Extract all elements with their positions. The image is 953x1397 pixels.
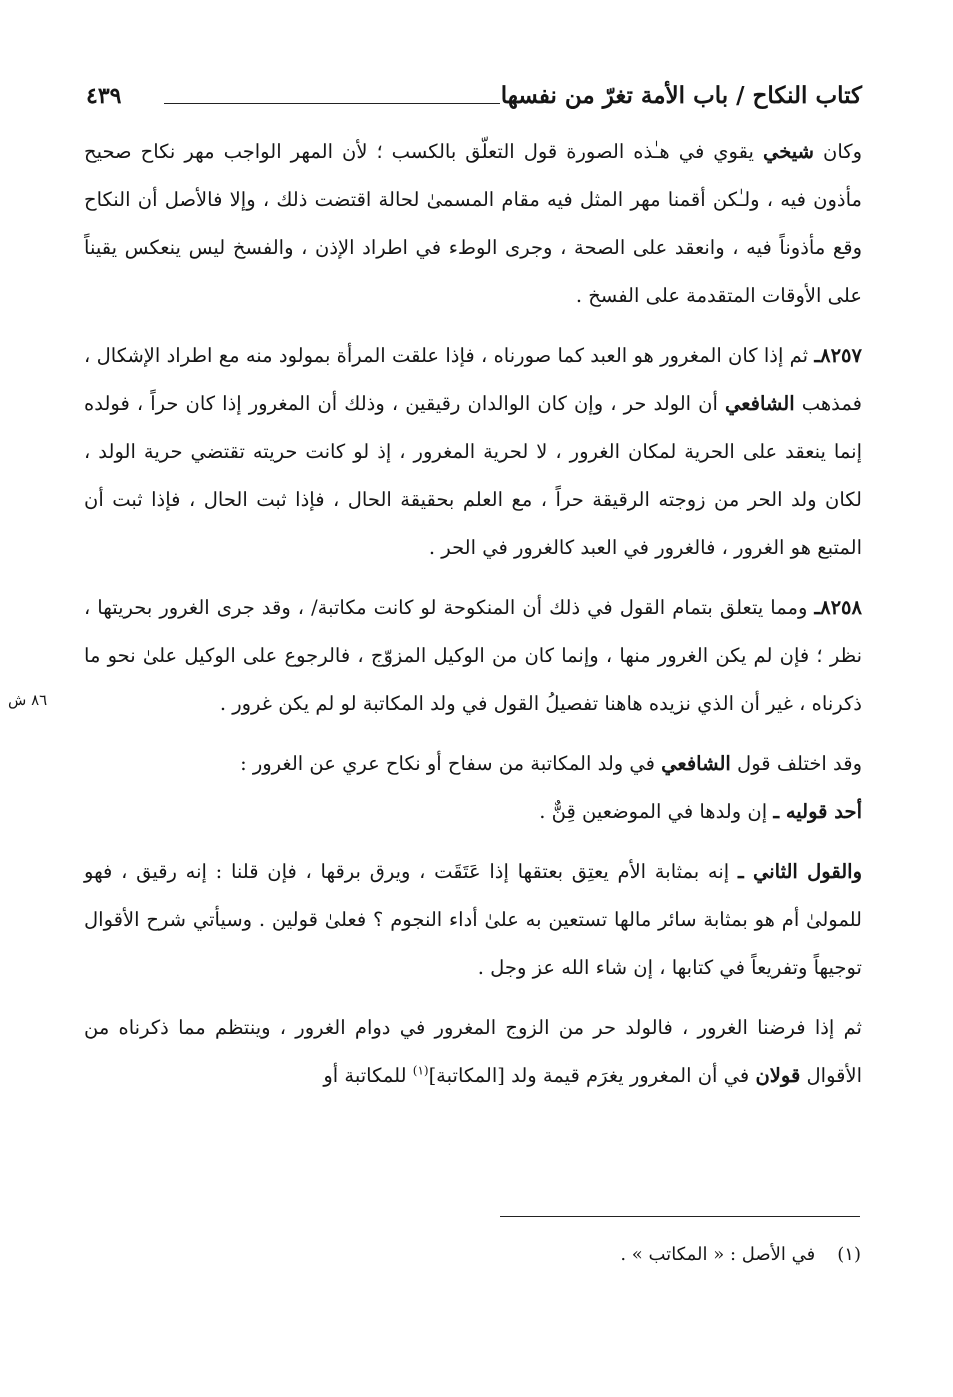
paragraph-8257: ٨٢٥٧ـ ثم إذا كان المغرور هو العبد كما صورناه ، فإذا علقت المرأة بمولود منه مع اطراد الإشكال ، فمذهب الشافعي أن الولد حر ، وإن كان الوالدان رقيقين ، وذلك أن المغرور إذا كان حراً ، فولده إنما ينعقد على الحرية لمكان الغرور ، لا لحرية المغرور ، إذ لو كانت حريته تقتضي حرية الولد ، لكان ولد الحر من زوجته الرقيقة حراً ، مع العلم بحقيقة الحال ، فإذا ثبت الحال ، فإذا ثبت أن المتبع هو الغرور ، فالغرور في العبد كالغرور في الحر .: [84, 344, 862, 559]
footnote: [620, 1240, 861, 1270]
bold-name: الشافعي: [724, 392, 795, 415]
paragraph: والقول الثاني ـ إنه بمثابة الأم يعتِق بعتقها إذا عَتَقَت ، ويرق برقها ، فإن قلنا : إنه رقيق ، فهو للمولىٰ أم هو بمثابة سائر مالها تستعين به علىٰ أداء النجوم ؟ فعلىٰ قولين . وسيأتي شرح الأقوال توجيهاً وتفريعاً في كتابها ، إن شاء الله عز وجل .: [84, 860, 862, 979]
footnote-text: في الأصل : « المكاتب » .: [620, 1244, 816, 1265]
paragraph: وقد اختلف قول الشافعي في ولد المكاتبة من سفاح أو نكاح عري عن الغرور : أحد قوليه ـ إن ولدها في الموضعين قِنٌّ .: [240, 752, 862, 823]
bold-name: الشافعي: [661, 752, 731, 775]
margin-page-note: ٨٦ ش: [8, 691, 48, 709]
bold-phrase: والقول الثاني ـ: [737, 860, 862, 883]
footnote-marker: (١): [412, 1063, 429, 1078]
paragraph: وكان شيخي يقوي في هـٰذه الصورة قول التعلّق بالكسب ؛ لأن المهر الواجب مهر نكاح صحيح مأذون فيه ، ولـٰكن أقمنا مهر المثل فيه مقام المسمىٰ لحالة اقتضت ذلك ، وإلا فالأصل أن النكاح وقع مأذوناً فيه ، وانعقد على الصحة ، وجرى الوطء في اطراد الإذن ، والفسخ ليس ينعكس يقيناً على الأوقات المتقدمة على الفسخ .: [84, 140, 862, 307]
issue-number: ٨٢٥٨ـ: [814, 596, 862, 619]
bold-phrase: أحد قوليه ـ: [773, 800, 862, 823]
header-rule: [164, 103, 500, 104]
issue-number: ٨٢٥٧ـ: [814, 344, 862, 367]
footnote-rule: [500, 1216, 860, 1217]
footnote-number: (١): [837, 1244, 861, 1265]
main-text: [84, 128, 862, 1100]
chapter-title: كتاب النكاح / باب الأمة تغرّ من نفسها: [500, 82, 862, 109]
running-header: [86, 78, 862, 118]
page-number: ٤٣٩: [86, 83, 122, 109]
paragraph-8258: ٨٢٥٨ـ ومما يتعلق بتمام القول في ذلك أن المنكوحة لو كانت مكاتبة/ ، وقد جرى الغرور بحريتها ، نظر ؛ فإن لم يكن الغرور منها ، وإنما كان من الوكيل المزوّج ، فالرجوع على الوكيل علىٰ نحو ما ذكرناه ، غير أن الذي نزيده هاهنا تفصيلُ القول في ولد المكاتبة لو لم يكن غرور .: [84, 596, 862, 715]
paragraph: ثم إذا فرضنا الغرور ، فالولد حر من الزوج المغرور في دوام الغرور ، وينتظم مما ذكرناه من الأقوال قولان في أن المغرور يغرَم قيمة ولد [المكاتبة]$^{(١)}$ للمكاتبة أو: [84, 1016, 862, 1087]
bold-name: شيخي: [762, 140, 815, 163]
bold-word: قولان: [755, 1064, 801, 1087]
